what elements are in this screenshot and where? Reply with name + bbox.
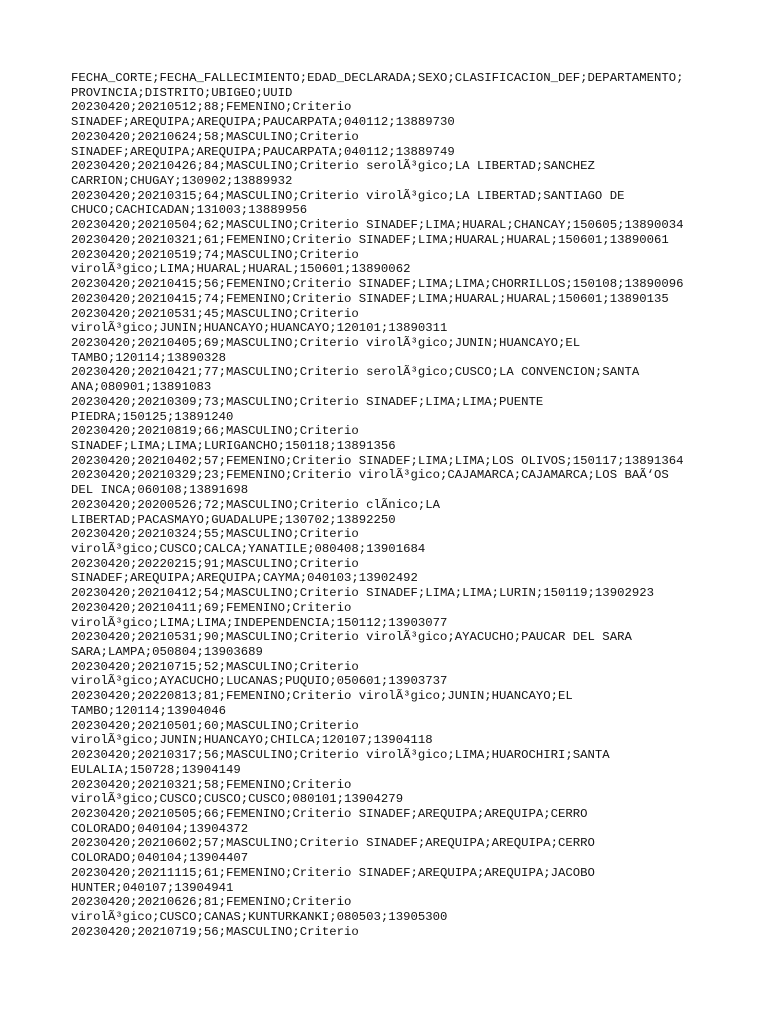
text-line: EULALIA;150728;13904149: [71, 762, 241, 777]
text-line: virolÃ³gico;JUNIN;HUANCAYO;CHILCA;120107;13904118: [71, 733, 433, 748]
text-line: 20230420;20210531;90;MASCULINO;Criterio virolÃ³gico;AYACUCHO;PAUCAR DEL SARA: [71, 630, 632, 645]
text-line: 20230420;20210402;57;FEMENINO;Criterio SINADEF;LIMA;LIMA;LOS OLIVOS;150117;13891364: [71, 453, 684, 468]
text-line: 20230420;20210412;54;MASCULINO;Criterio SINADEF;LIMA;LIMA;LURIN;150119;13902923: [71, 586, 654, 601]
text-line: SARA;LAMPA;050804;13903689: [71, 645, 263, 660]
text-line: 20230420;20210329;23;FEMENINO;Criterio virolÃ³gico;CAJAMARCA;CAJAMARCA;LOS BAÃ‘OS: [71, 468, 669, 483]
text-line: 20230420;20210315;64;MASCULINO;Criterio virolÃ³gico;LA LIBERTAD;SANTIAGO DE: [71, 188, 625, 203]
text-line: TAMBO;120114;13904046: [71, 703, 226, 718]
text-line: 20230420;20210501;60;MASCULINO;Criterio: [71, 718, 359, 733]
text-line: virolÃ³gico;CUSCO;CANAS;KUNTURKANKI;080503;13905300: [71, 909, 448, 924]
text-line: 20230420;20210505;66;FEMENINO;Criterio SINADEF;AREQUIPA;AREQUIPA;CERRO: [71, 806, 588, 821]
text-line: ANA;080901;13891083: [71, 380, 212, 395]
text-line: 20230420;20210504;62;MASCULINO;Criterio SINADEF;LIMA;HUARAL;CHANCAY;150605;13890034: [71, 218, 684, 233]
text-line: 20230420;20210415;56;FEMENINO;Criterio SINADEF;LIMA;LIMA;CHORRILLOS;150108;13890096: [71, 277, 684, 292]
text-line: 20230420;20210602;57;MASCULINO;Criterio SINADEF;AREQUIPA;AREQUIPA;CERRO: [71, 836, 595, 851]
text-line: DEL INCA;060108;13891698: [71, 483, 249, 498]
text-line: LIBERTAD;PACASMAYO;GUADALUPE;130702;13892250: [71, 512, 396, 527]
text-line: 20230420;20210321;61;FEMENINO;Criterio SINADEF;LIMA;HUARAL;HUARAL;150601;13890061: [71, 232, 669, 247]
header-line: FECHA_CORTE;FECHA_FALLECIMIENTO;EDAD_DECLARADA;SEXO;CLASIFICACION_DEF;DEPARTAMENTO;: [71, 71, 684, 85]
text-line: SINADEF;AREQUIPA;AREQUIPA;PAUCARPATA;040112;13889730: [71, 115, 455, 130]
text-line: CARRION;CHUGAY;130902;13889932: [71, 174, 293, 189]
text-line: SINADEF;AREQUIPA;AREQUIPA;CAYMA;040103;13902492: [71, 571, 418, 586]
text-line: SINADEF;LIMA;LIMA;LURIGANCHO;150118;13891356: [71, 438, 396, 453]
text-line: 20230420;20210415;74;FEMENINO;Criterio SINADEF;LIMA;HUARAL;HUARAL;150601;13890135: [71, 291, 669, 306]
text-line: 20230420;20210531;45;MASCULINO;Criterio: [71, 306, 359, 321]
text-line: 20230420;20210324;55;MASCULINO;Criterio: [71, 527, 359, 542]
text-line: virolÃ³gico;CUSCO;CALCA;YANATILE;080408;13901684: [71, 542, 426, 556]
text-line: TAMBO;120114;13890328: [71, 350, 226, 365]
text-line: 20230420;20200526;72;MASCULINO;Criterio clÃnico;LA: [71, 497, 440, 512]
text-line: virolÃ³gico;CUSCO;CUSCO;CUSCO;080101;13904279: [71, 792, 404, 807]
text-line: 20230420;20210624;58;MASCULINO;Criterio: [71, 129, 359, 144]
text-line: 20230420;20210405;69;MASCULINO;Criterio virolÃ³gico;JUNIN;HUANCAYO;EL: [71, 335, 581, 350]
text-line: virolÃ³gico;LIMA;LIMA;INDEPENDENCIA;150112;13903077: [71, 615, 448, 630]
text-line: 20230420;20210411;69;FEMENINO;Criterio: [71, 600, 352, 615]
text-line: 20230420;20220813;81;FEMENINO;Criterio virolÃ³gico;JUNIN;HUANCAYO;EL: [71, 689, 573, 704]
text-line: CHUCO;CACHICADAN;131003;13889956: [71, 203, 308, 218]
text-line: virolÃ³gico;AYACUCHO;LUCANAS;PUQUIO;050601;13903737: [71, 674, 448, 689]
text-line: 20230420;20210719;56;MASCULINO;Criterio: [71, 924, 359, 939]
text-line: 20230420;20210426;84;MASCULINO;Criterio serolÃ³gico;LA LIBERTAD;SANCHEZ: [71, 159, 595, 174]
text-line: 20230420;20210309;73;MASCULINO;Criterio SINADEF;LIMA;LIMA;PUENTE: [71, 394, 544, 409]
text-line: 20230420;20210626;81;FEMENINO;Criterio: [71, 895, 352, 910]
text-line: 20230420;20210715;52;MASCULINO;Criterio: [71, 659, 359, 674]
text-line: COLORADO;040104;13904407: [71, 851, 249, 866]
text-line: 20230420;20211115;61;FEMENINO;Criterio SINADEF;AREQUIPA;AREQUIPA;JACOBO: [71, 865, 595, 880]
text-line: COLORADO;040104;13904372: [71, 821, 249, 836]
text-line: 20230420;20210819;66;MASCULINO;Criterio: [71, 424, 359, 439]
text-line: 20230420;20210321;58;FEMENINO;Criterio: [71, 777, 352, 792]
text-line: 20230420;20210317;56;MASCULINO;Criterio virolÃ³gico;LIMA;HUAROCHIRI;SANTA: [71, 748, 610, 763]
text-line: HUNTER;040107;13904941: [71, 880, 234, 895]
text-line: virolÃ³gico;JUNIN;HUANCAYO;HUANCAYO;120101;13890311: [71, 321, 448, 336]
document-page: [71, 71, 711, 939]
text-line: 20230420;20210519;74;MASCULINO;Criterio: [71, 247, 359, 262]
text-line: PIEDRA;150125;13891240: [71, 409, 234, 424]
text-line: 20230420;20220215;91;MASCULINO;Criterio: [71, 556, 359, 571]
text-line: 20230420;20210421;77;MASCULINO;Criterio serolÃ³gico;CUSCO;LA CONVENCION;SANTA: [71, 365, 640, 380]
text-line: SINADEF;AREQUIPA;AREQUIPA;PAUCARPATA;040112;13889749: [71, 144, 455, 159]
text-line: 20230420;20210512;88;FEMENINO;Criterio: [71, 100, 352, 115]
text-line: virolÃ³gico;LIMA;HUARAL;HUARAL;150601;13890062: [71, 262, 411, 277]
header-line: PROVINCIA;DISTRITO;UBIGEO;UUID: [71, 85, 293, 100]
